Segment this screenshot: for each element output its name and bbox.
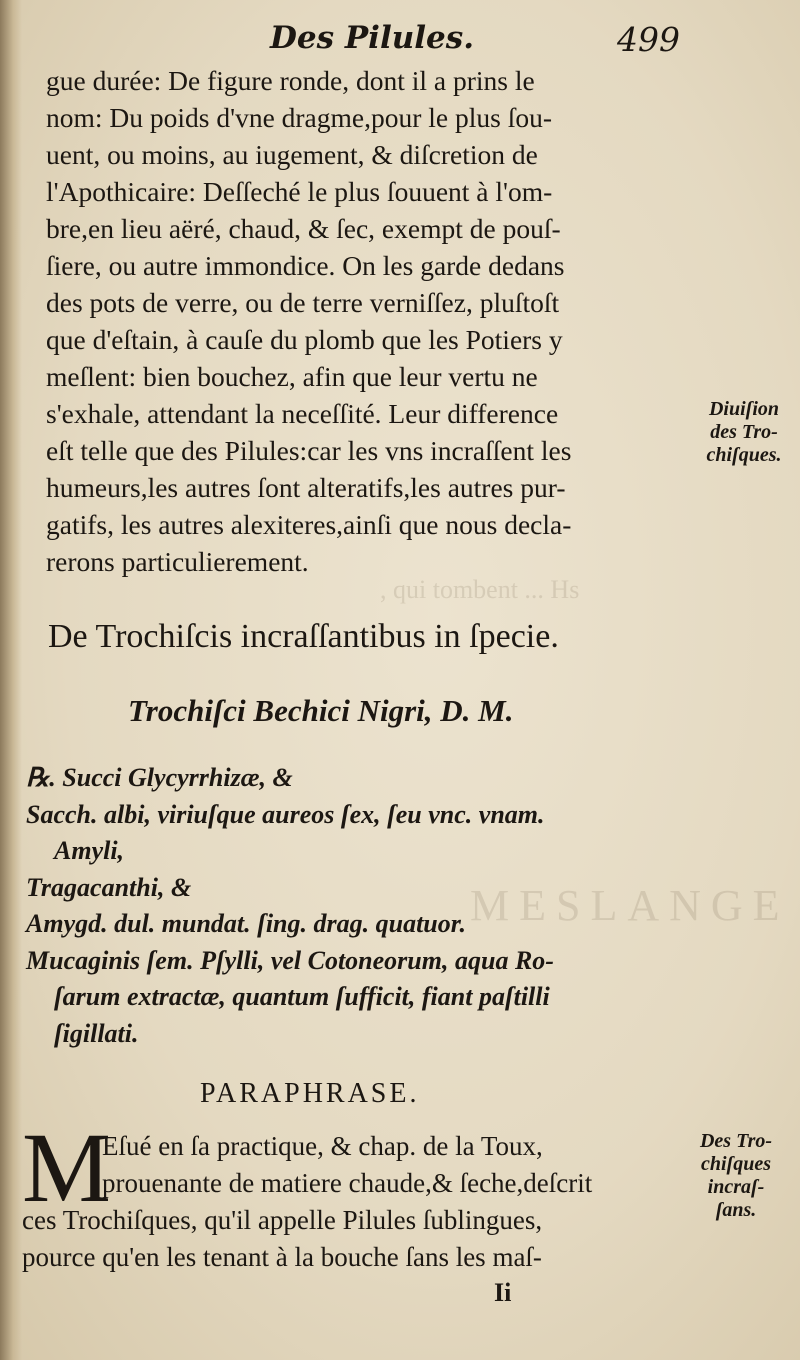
text-line: prouenante de matiere chaude,& ſeche,deſcrit bbox=[102, 1168, 593, 1198]
recipe-line: ſarum extractæ, quantum ſufficit, fiant paſtilli bbox=[54, 982, 550, 1011]
margin-note-line: des Tro- bbox=[710, 421, 778, 443]
text-line: bre,en lieu aëré, chaud, & ſec, exempt de pouſ- bbox=[46, 213, 561, 244]
bleed-through-text: , qui tombent ... Hs bbox=[380, 575, 580, 604]
drop-cap: M bbox=[22, 1112, 111, 1223]
margin-note-line: Des Tro- bbox=[699, 1130, 773, 1152]
text-line: l'Apothicaire: Deſſeché le plus ſouuent à l'om- bbox=[46, 176, 553, 207]
margin-note-line: Diuiſion bbox=[708, 398, 780, 420]
text-line: des pots de verre, ou de terre verniſſez, pluſtoſt bbox=[46, 287, 560, 318]
text-line: s'exhale, attendant la neceſſité. Leur difference bbox=[46, 398, 559, 429]
section-heading: De Trochiſcis incraſſantibus in ſpecie. bbox=[48, 618, 559, 655]
recipe-line: ſigillati. bbox=[54, 1018, 139, 1048]
text-line: gue durée: De figure ronde, dont il a prins le bbox=[46, 65, 535, 96]
text-line: humeurs,les autres ſont alteratifs,les autres pur- bbox=[46, 472, 566, 503]
recipe-title: Trochiſci Bechici Nigri, D. M. bbox=[128, 693, 514, 728]
recipe-line: ℞. Succi Glycyrrhizæ, & bbox=[26, 763, 293, 792]
body-text bbox=[46, 62, 686, 580]
text-line: que d'eſtain, à cauſe du plomb que les Potiers y bbox=[46, 324, 563, 355]
text-line: uent, ou moins, au iugement, & diſcretion de bbox=[46, 139, 538, 170]
recipe-line: Mucaginis ſem. Pſylli, vel Cotoneorum, aqua Ro- bbox=[26, 945, 554, 975]
text-line: nom: Du poids d'vne dragme,pour le plus ſou- bbox=[46, 102, 552, 133]
text-line: ces Trochiſques, qu'il appelle Pilules ſublingues, bbox=[22, 1205, 543, 1235]
text-line: Eſué en ſa practique, & chap. de la Toux, bbox=[102, 1131, 543, 1161]
running-title: Des Pilules. bbox=[270, 20, 474, 56]
text-line: meſlent: bien bouchez, afin que leur vertu ne bbox=[46, 361, 538, 392]
recipe-ingredients bbox=[26, 760, 706, 1052]
margin-note-line: chiſques bbox=[701, 1153, 771, 1175]
margin-note-trochisques bbox=[680, 1130, 792, 1222]
binding-gutter bbox=[0, 0, 22, 1360]
recipe-line: Amygd. dul. mundat. ſing. drag. quatuor. bbox=[26, 909, 466, 938]
recipe-line: Tragacanthi, & bbox=[26, 872, 192, 902]
text-line: gatifs, les autres alexiteres,ainſi que nous decla- bbox=[46, 509, 572, 540]
text-line: ſiere, ou autre immondice. On les garde dedans bbox=[46, 250, 565, 281]
text-line: pource qu'en les tenant à la bouche ſans les maſ- bbox=[22, 1242, 542, 1272]
paraphrase-text bbox=[22, 1128, 682, 1276]
bleed-through-text: MESLANGE bbox=[470, 881, 790, 930]
recipe-line: Amyli, bbox=[54, 836, 125, 865]
margin-note-line: chiſques. bbox=[706, 444, 782, 466]
margin-note-division bbox=[688, 398, 800, 467]
recipe-line: Sacch. albi, viriuſque aureos ſex, ſeu vnc. vnam. bbox=[26, 799, 545, 829]
text-line: eſt telle que des Pilules:car les vns incraſſent les bbox=[46, 435, 572, 466]
margin-note-line: ſans. bbox=[715, 1199, 757, 1221]
margin-note-line: incraſ- bbox=[707, 1176, 765, 1198]
catchword: Ii bbox=[494, 1278, 512, 1307]
paraphrase-heading: PARAPHRASE. bbox=[200, 1078, 420, 1109]
page-number: 499 bbox=[617, 20, 680, 59]
text-line: rerons particulierement. bbox=[46, 546, 309, 577]
